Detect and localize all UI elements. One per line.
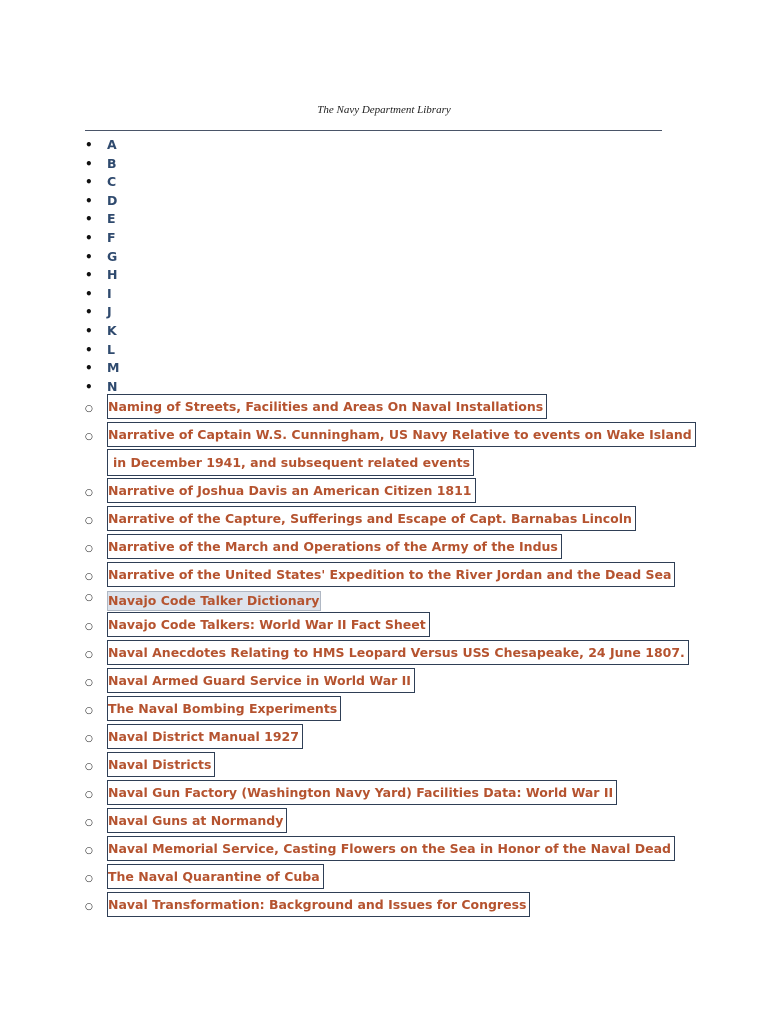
topic-link-district-manual[interactable]: Naval District Manual 1927: [107, 724, 303, 749]
topic-link-cunningham-wake-island-continued[interactable]: in December 1941, and subsequent related events: [107, 449, 474, 476]
topic-link-river-jordan[interactable]: Narrative of the United States' Expedition to the River Jordan and the Dead Sea: [107, 562, 675, 587]
list-item: [85, 534, 696, 562]
list-item: [85, 892, 696, 920]
alphabet-letter-h[interactable]: • H: [85, 266, 119, 285]
alphabet-letter-n[interactable]: • N: [85, 378, 119, 397]
topic-link-navajo-dictionary[interactable]: Navajo Code Talker Dictionary: [107, 591, 321, 611]
list-item: [85, 696, 696, 724]
alphabet-letter-c[interactable]: • C: [85, 173, 119, 192]
alphabet-index: [85, 136, 119, 396]
list-item: [85, 780, 696, 808]
topic-link-gun-factory[interactable]: Naval Gun Factory (Washington Navy Yard) Facilities Data: World War II: [107, 780, 617, 805]
topic-link-naval-transformation[interactable]: Naval Transformation: Background and Issues for Congress: [107, 892, 530, 917]
topic-link-barnabas-lincoln[interactable]: Narrative of the Capture, Sufferings and Escape of Capt. Barnabas Lincoln: [107, 506, 636, 531]
alphabet-letter-l[interactable]: • L: [85, 341, 119, 360]
alphabet-letter-j[interactable]: • J: [85, 303, 119, 322]
list-item: [85, 590, 696, 612]
topic-link-army-of-the-indus[interactable]: Narrative of the March and Operations of the Army of the Indus: [107, 534, 562, 559]
header-divider: [85, 130, 662, 131]
list-item: [85, 668, 696, 696]
topic-link-navajo-fact-sheet[interactable]: Navajo Code Talkers: World War II Fact Sheet: [107, 612, 430, 637]
list-item: [85, 394, 696, 422]
list-item: [85, 836, 696, 864]
list-item: [85, 752, 696, 780]
topic-link-cunningham-wake-island[interactable]: Narrative of Captain W.S. Cunningham, US Navy Relative to events on Wake Island: [107, 422, 696, 447]
alphabet-letter-m[interactable]: • M: [85, 359, 119, 378]
list-item: [85, 864, 696, 892]
list-item: [85, 808, 696, 836]
site-title: The Navy Department Library: [317, 104, 451, 116]
topic-link-armed-guard[interactable]: Naval Armed Guard Service in World War II: [107, 668, 415, 693]
alphabet-letter-e[interactable]: • E: [85, 210, 119, 229]
topic-link-bombing-experiments[interactable]: The Naval Bombing Experiments: [107, 696, 341, 721]
alphabet-letter-d[interactable]: • D: [85, 192, 119, 211]
list-item: [85, 422, 696, 478]
alphabet-letter-f[interactable]: • F: [85, 229, 119, 248]
alphabet-letter-i[interactable]: • I: [85, 285, 119, 304]
alphabet-letter-a[interactable]: • A: [85, 136, 119, 155]
n-topic-list: [85, 394, 696, 920]
topic-link-joshua-davis[interactable]: Narrative of Joshua Davis an American Citizen 1811: [107, 478, 476, 503]
list-item: [85, 612, 696, 640]
topic-link-guns-normandy[interactable]: Naval Guns at Normandy: [107, 808, 287, 833]
alphabet-letter-k[interactable]: • K: [85, 322, 119, 341]
topic-link-memorial-service[interactable]: Naval Memorial Service, Casting Flowers on the Sea in Honor of the Naval Dead: [107, 836, 675, 861]
list-item: [85, 724, 696, 752]
topic-link-quarantine-cuba[interactable]: The Naval Quarantine of Cuba: [107, 864, 324, 889]
list-item: [85, 478, 696, 506]
list-item: [85, 506, 696, 534]
alphabet-letter-b[interactable]: • B: [85, 155, 119, 174]
list-item: [85, 640, 696, 668]
alphabet-letter-g[interactable]: • G: [85, 248, 119, 267]
list-item: [85, 562, 696, 590]
topic-link-naval-districts[interactable]: Naval Districts: [107, 752, 215, 777]
topic-link-naming-of-streets[interactable]: Naming of Streets, Facilities and Areas On Naval Installations: [107, 394, 547, 419]
topic-link-hms-leopard[interactable]: Naval Anecdotes Relating to HMS Leopard Versus USS Chesapeake, 24 June 1807.: [107, 640, 689, 665]
